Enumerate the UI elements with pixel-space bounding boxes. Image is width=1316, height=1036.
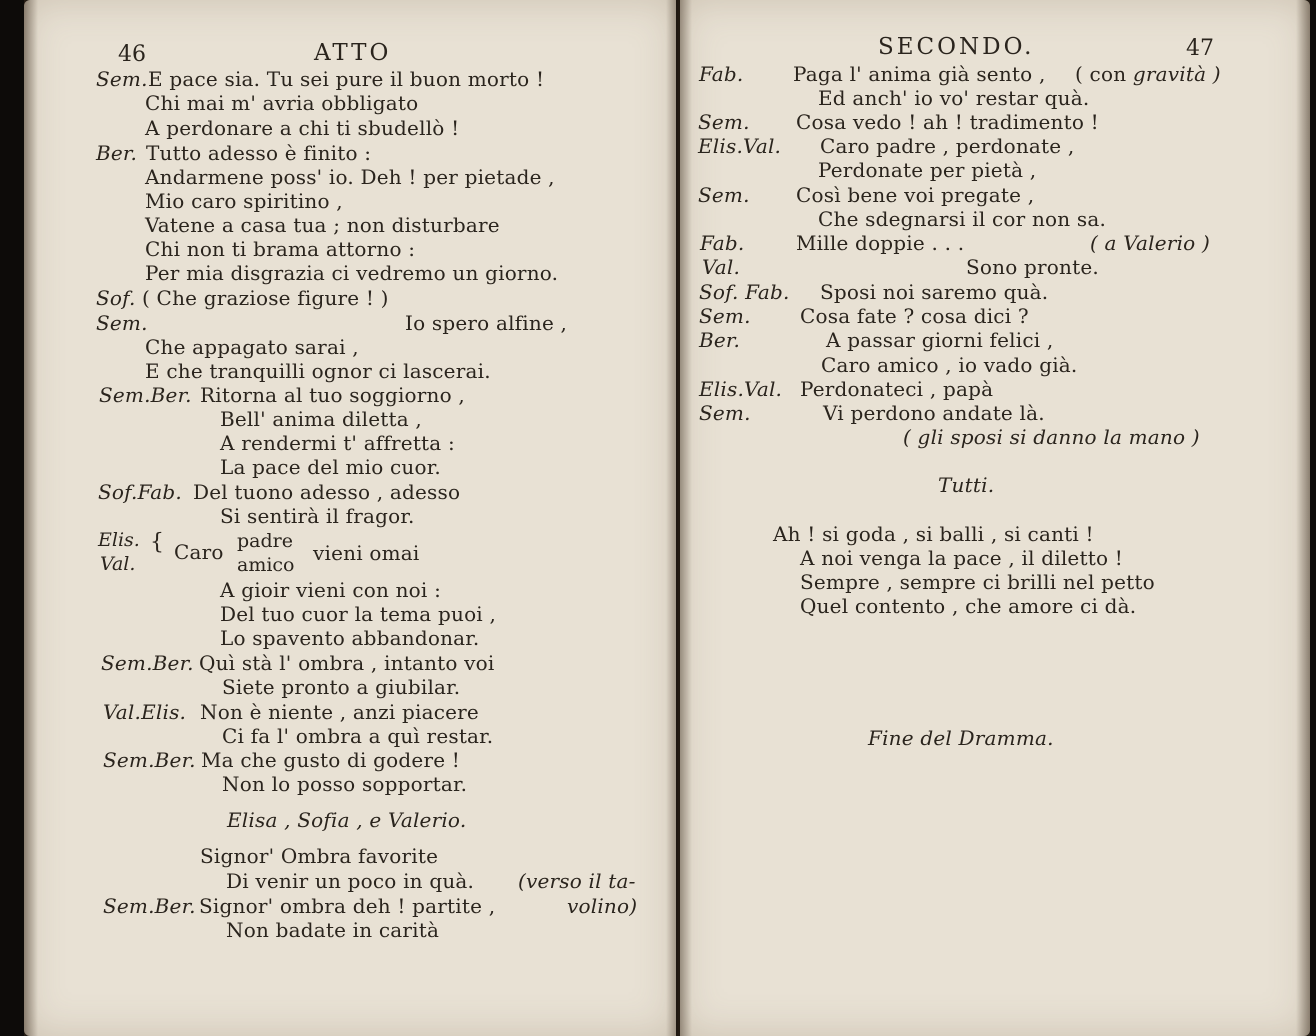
stage-direction: ( gli sposi si danno la mano ): [903, 425, 1200, 449]
verse-line: Quì stà l' ombra , intanto voi: [199, 651, 495, 675]
speaker: Fab.: [700, 231, 745, 255]
right-page-edge: [1296, 0, 1310, 1036]
brace-glyph: {: [150, 530, 164, 555]
speaker: Sem.: [699, 304, 751, 328]
speaker: Sem.: [96, 67, 148, 91]
verse-line: Non lo posso sopportar.: [222, 772, 468, 796]
verse-line: Sposi noi saremo quà.: [820, 280, 1049, 304]
verse-line: Ma che gusto di godere !: [201, 748, 461, 772]
stage-direction: volino): [567, 894, 638, 918]
speaker: Sem.: [698, 183, 750, 207]
tutti-heading: Tutti.: [938, 473, 995, 497]
verse-line: Perdonate per pietà ,: [818, 158, 1037, 182]
speaker: Ber.: [699, 328, 741, 352]
page-number: 47: [1186, 36, 1214, 61]
verse-line: Vi perdono andate là.: [823, 401, 1045, 425]
chorus-line: Quel contento , che amore ci dà.: [800, 594, 1137, 618]
verse-line: Non badate in carità: [226, 918, 440, 942]
speaker: Elis.: [98, 529, 140, 551]
verse-line: A passar giorni felici ,: [826, 328, 1054, 352]
verse-line: Chi non ti brama attorno :: [145, 237, 416, 261]
verse-line: Paga l' anima già sento ,: [793, 62, 1046, 86]
verse-line: Che appagato sarai ,: [145, 335, 359, 359]
verse-option: padre: [237, 530, 293, 552]
verse-line: Lo spavento abbandonar.: [220, 626, 480, 650]
speaker: Sof.Fab.: [98, 480, 182, 504]
verse-line: Mille doppie . . .: [796, 231, 965, 255]
verse-line: Andarmene poss' io. Deh ! per pietade ,: [145, 165, 555, 189]
verse-line: Del tuono adesso , adesso: [193, 480, 461, 504]
verse-line: Così bene voi pregate ,: [796, 183, 1035, 207]
speaker: Sem.Ber.: [99, 383, 192, 407]
running-head: ATTO: [314, 40, 392, 66]
running-head: SECONDO.: [878, 34, 1035, 60]
verse-line: Caro padre , perdonate ,: [820, 134, 1075, 158]
verse-line: A gioir vieni con noi :: [220, 578, 442, 602]
verse-line: A perdonare a chi ti sbudellò !: [145, 116, 460, 140]
verse-line: Caro: [174, 540, 224, 564]
left-page-edge: [24, 0, 38, 1036]
end-of-drama: Fine del Dramma.: [868, 726, 1054, 750]
stage-direction: (verso il ta-: [518, 869, 636, 893]
verse-line: Ed anch' io vo' restar quà.: [818, 86, 1090, 110]
verse-line: Del tuo cuor la tema puoi ,: [220, 602, 497, 626]
page-number: 46: [118, 42, 146, 67]
speaker: Val.: [702, 255, 741, 279]
verse-line: Bell' anima diletta ,: [220, 407, 422, 431]
verse-line: vieni omai: [313, 541, 420, 565]
scene-heading: Elisa , Sofia , e Valerio.: [227, 808, 467, 832]
verse-line: E che tranquilli ognor ci lascerai.: [145, 359, 491, 383]
verse-line: Di venir un poco in quà.: [226, 869, 475, 893]
speaker: Sof.: [96, 286, 136, 310]
verse-line: Signor' Ombra favorite: [200, 844, 439, 868]
speaker: Fab.: [699, 62, 744, 86]
verse-line: Cosa vedo ! ah ! tradimento !: [796, 110, 1099, 134]
stage-direction: ( a Valerio ): [1090, 231, 1210, 255]
verse-line: Ci fa l' ombra a quì restar.: [222, 724, 494, 748]
speaker: Val.Elis.: [103, 700, 187, 724]
verse-line: Per mia disgrazia ci vedremo un giorno.: [145, 261, 559, 285]
verse-line: Signor' ombra deh ! partite ,: [199, 894, 496, 918]
verse-option: amico: [237, 554, 295, 576]
verse-line: Che sdegnarsi il cor non sa.: [818, 207, 1107, 231]
verse-line: A rendermi t' affretta :: [220, 431, 455, 455]
verse-line: Non è niente , anzi piacere: [200, 700, 479, 724]
verse-line: ( Che graziose figure ! ): [142, 286, 389, 310]
chorus-line: Ah ! si goda , si balli , si canti !: [773, 522, 1094, 546]
speaker: Sem.: [699, 401, 751, 425]
verse-line: Io spero alfine ,: [405, 311, 568, 335]
verse-line: Vatene a casa tua ; non disturbare: [145, 213, 500, 237]
chorus-line: Sempre , sempre ci brilli nel petto: [800, 570, 1155, 594]
verse-line: E pace sia. Tu sei pure il buon morto !: [148, 67, 545, 91]
verse-line: Si sentirà il fragor.: [220, 504, 415, 528]
verse-line: Chi mai m' avria obbligato: [145, 91, 419, 115]
speaker: Sem.Ber.: [103, 748, 196, 772]
book-gutter: [666, 0, 692, 1036]
verse-line: Cosa fate ? cosa dici ?: [800, 304, 1029, 328]
speaker: Ber.: [96, 141, 138, 165]
speaker: Elis.Val.: [699, 377, 783, 401]
verse-line: Siete pronto a giubilar.: [222, 675, 461, 699]
verse-line: Ritorna al tuo soggiorno ,: [200, 383, 465, 407]
verse-line: Perdonateci , papà: [800, 377, 994, 401]
speaker: Elis.Val.: [698, 134, 782, 158]
verse-line: Caro amico , io vado già.: [821, 353, 1078, 377]
verse-line: Mio caro spiritino ,: [145, 189, 343, 213]
stage-direction: ( con gravità ): [1075, 62, 1221, 86]
speaker: Sem.: [96, 311, 148, 335]
speaker: Sof. Fab.: [699, 280, 790, 304]
verse-line: Tutto adesso è finito :: [146, 141, 372, 165]
verse-line: Sono pronte.: [966, 255, 1099, 279]
speaker: Sem.Ber.: [103, 894, 196, 918]
chorus-line: A noi venga la pace , il diletto !: [800, 546, 1123, 570]
speaker: Val.: [100, 553, 136, 575]
speaker: Sem.: [698, 110, 750, 134]
speaker: Sem.Ber.: [101, 651, 194, 675]
verse-line: La pace del mio cuor.: [220, 455, 441, 479]
